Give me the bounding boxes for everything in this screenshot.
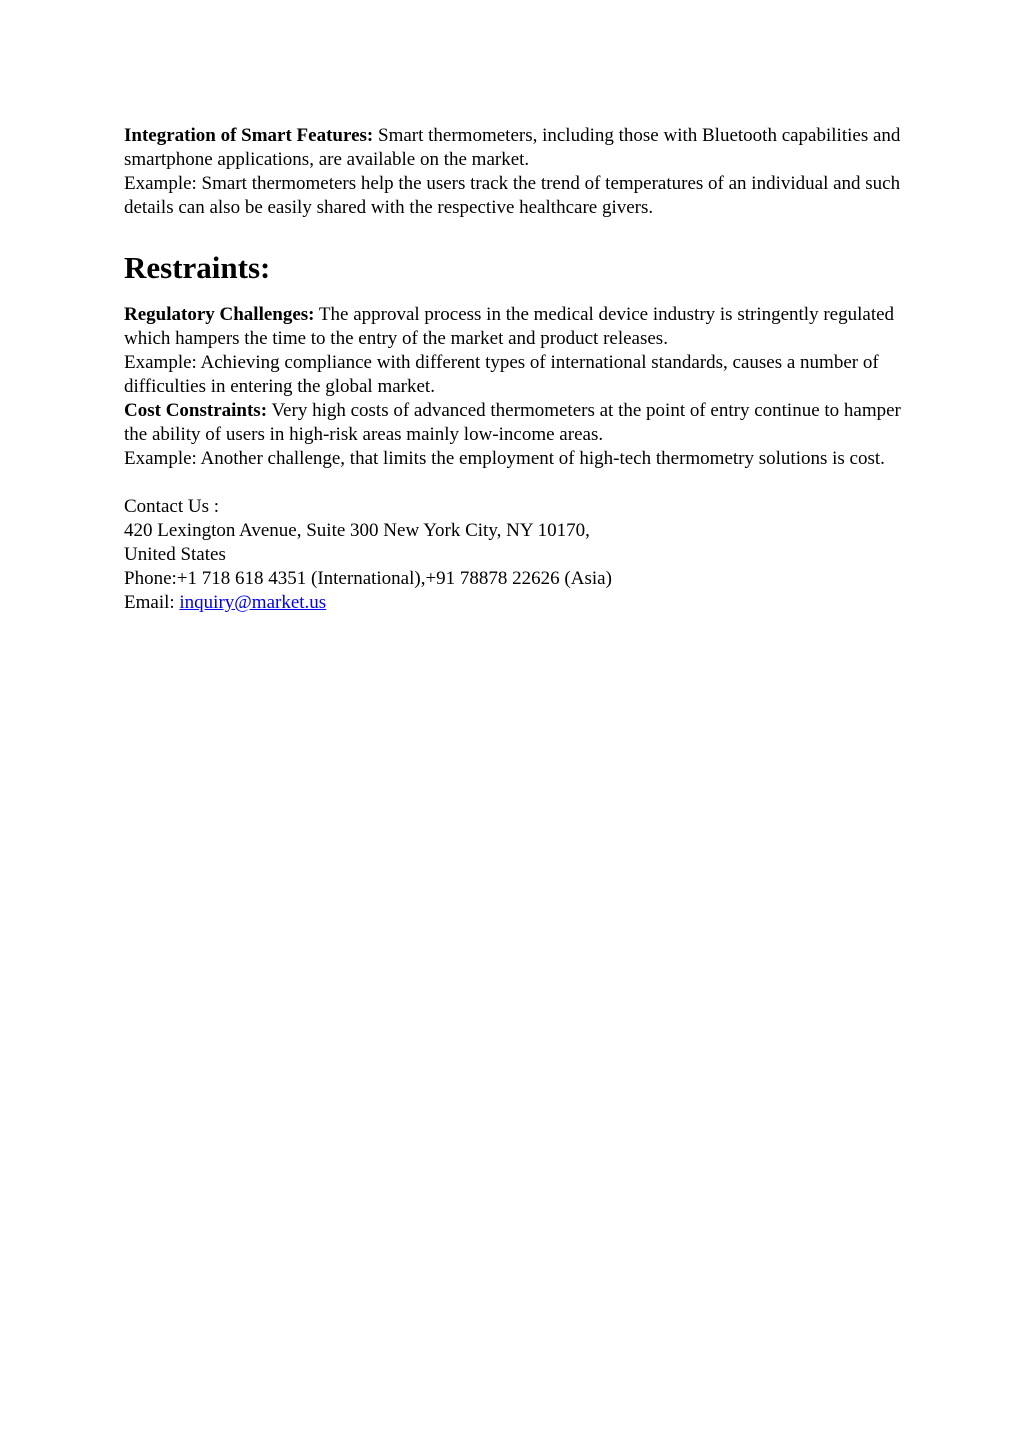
contact-phone: Phone:+1 718 618 4351 (International),+91 78878 22626 (Asia) xyxy=(124,568,612,589)
cost-constraints-example: Example: Another challenge, that limits the employment of high-tech thermometry solutions is cost. xyxy=(124,448,885,469)
regulatory-challenges-text: The approval process in the medical device industry is stringently regulated which hampers the time to the entry of the market and product releases. xyxy=(124,304,895,349)
cost-constraints-paragraph xyxy=(124,399,904,447)
cost-constraints-text: Very high costs of advanced thermometers at the point of entry continue to hamper the ability of users in high-risk areas mainly low-income areas. xyxy=(124,400,901,445)
contact-email-line xyxy=(124,591,904,615)
cost-constraints-label: Cost Constraints: xyxy=(124,400,268,421)
smart-features-paragraph xyxy=(124,124,904,172)
smart-features-text: Smart thermometers, including those with Bluetooth capabilities and smartphone applications, are available on the market. xyxy=(124,125,901,170)
contact-address-line1: 420 Lexington Avenue, Suite 300 New York City, NY 10170, xyxy=(124,520,590,541)
regulatory-challenges-example: Example: Achieving compliance with different types of international standards, causes a number of difficulties in entering the global market. xyxy=(124,352,879,397)
contact-title: Contact Us : xyxy=(124,496,219,517)
smart-features-label: Integration of Smart Features: xyxy=(124,125,374,146)
contact-address-line2: United States xyxy=(124,544,226,565)
regulatory-challenges-label: Regulatory Challenges: xyxy=(124,304,315,325)
restraints-content xyxy=(124,303,904,471)
contact-block xyxy=(124,495,904,615)
smart-features-example: Example: Smart thermometers help the users track the trend of temperatures of an individual and such details can also be easily shared with the respective healthcare givers. xyxy=(124,173,901,218)
contact-email-label: Email: xyxy=(124,592,180,613)
contact-email-link[interactable]: inquiry@market.us xyxy=(179,592,327,613)
restraints-heading: Restraints: xyxy=(124,250,271,285)
regulatory-challenges-paragraph xyxy=(124,303,904,351)
document-page xyxy=(124,124,904,615)
